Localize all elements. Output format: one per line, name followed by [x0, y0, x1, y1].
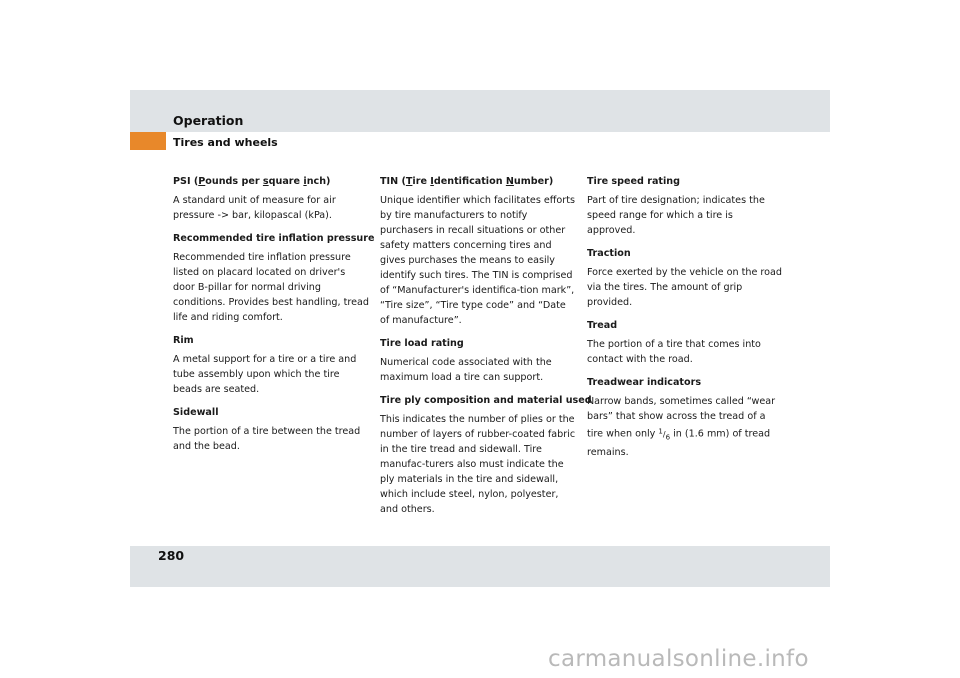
- term-tire-load-rating: Tire load rating: [380, 338, 464, 349]
- column-3: [587, 174, 783, 468]
- fraction-one-sixth: $^1/_6$: [658, 427, 671, 442]
- term-psi: PSI (Pounds per square inch): [173, 176, 331, 187]
- term-rim: Rim: [173, 335, 194, 346]
- definition-tire-load-rating: Numerical code associated with the maximum load a tire can support.: [380, 357, 552, 383]
- definition-psi: A standard unit of measure for air pressure -> bar, kilopascal (kPa).: [173, 195, 336, 221]
- definition-sidewall: The portion of a tire between the tread and the bead.: [173, 426, 361, 452]
- term-tire-ply-composition: Tire ply composition and material used: [380, 395, 592, 406]
- footer-band: [130, 546, 830, 587]
- term-recommended-pressure: Recommended tire inflation pressure: [173, 233, 375, 244]
- definition-treadwear-indicators: Narrow bands, sometimes called “wear bars” that show across the tread of a tire when only $^1/_6$ in (1.6 mm) of tread remains.: [587, 396, 776, 459]
- definition-traction: Force exerted by the vehicle on the road via the tires. The amount of grip provided.: [587, 267, 782, 308]
- definition-tread: The portion of a tire that comes into contact with the road.: [587, 339, 761, 365]
- term-sidewall: Sidewall: [173, 407, 219, 418]
- column-1: [173, 174, 375, 462]
- term-treadwear-indicators: Treadwear indicators: [587, 377, 702, 388]
- term-tread: Tread: [587, 320, 618, 331]
- term-traction: Traction: [587, 248, 631, 259]
- definition-tin: Unique identifier which facilitates efforts by tire manufacturers to notify purchasers in recall situations or other safety matters concerning tires and gives purchases the means to easily identify such tires. The TIN is comprised of “Manufacturer's identifica-tion mark”, “Tire size”, “Tire type code” and “Date of manufacture”.: [380, 195, 575, 326]
- section-title: Operation: [173, 113, 244, 128]
- definition-recommended-pressure: Recommended tire inflation pressure listed on placard located on driver's door B-pillar for normal driving conditions. Provides best handling, tread life and riding comfort.: [173, 252, 369, 323]
- term-tire-speed-rating: Tire speed rating: [587, 176, 680, 187]
- term-tin: TIN (Tire Identification Number): [380, 176, 554, 187]
- definition-tire-ply-composition: This indicates the number of plies or the number of layers of rubber-coated fabric in the tire tread and sidewall. Tire manufac-turers also must indicate the ply materials in the tire and sidewall, which include steel, nylon, polyester, and others.: [380, 414, 576, 515]
- column-2: [380, 174, 592, 525]
- page-number: 280: [158, 548, 185, 563]
- definition-tire-speed-rating: Part of tire designation; indicates the speed range for which a tire is approved.: [587, 195, 765, 236]
- section-marker: [130, 132, 166, 150]
- subsection-title: Tires and wheels: [173, 136, 278, 149]
- definition-rim: A metal support for a tire or a tire and tube assembly upon which the tire beads are seated.: [173, 354, 357, 395]
- watermark-text: carmanualsonline.info: [548, 646, 809, 672]
